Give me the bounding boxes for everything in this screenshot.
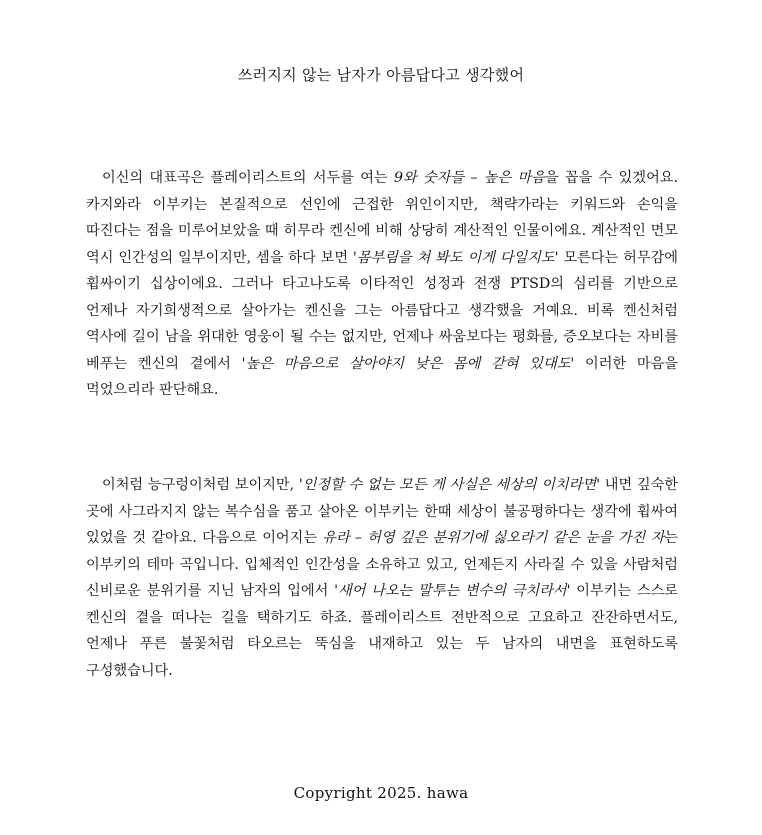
paragraph-2-emphasis-1: 인정할 수 없는 모든 게 사실은 세상의 이치라면: [302, 477, 597, 493]
paragraph-1-text-2: 을 꼽을 수 있겠어요. 카지와라 이부키는 본질적으로 선인에 근접한 위인이지만, 책략가라는 키워드와 손익을 따진다는 점을 미루어보았을 때 히무라 켄신에 비해 상당히 계산적인 인물이에요. 계산적인 면모 역시 인간성의 일부이지만, 셈을 하다 보면 ': [86, 170, 678, 266]
paragraph-2-text-3: 는 이부키의 테마 곡입니다. 입체적인 인간성을 소유하고 있고, 언제든지 사라질 수 있을 사람처럼 신비로운 분위기를 지닌 남자의 입에서 ': [86, 530, 678, 599]
copyright-footer: Copyright 2025. hawa: [293, 784, 469, 802]
paragraph-1-text-3: ' 모른다는 허무감에 휩싸이기 십상이에요. 그러나 타고나도록 이타적인 성정과 전쟁 PTSD의 심리를 기반으로 언제나 자기희생적으로 살아가는 켄신을 그는 아름답다고 생각했을 거예요. 비록 켄신처럼 역사에 길이 남을 위대한 영웅이 될 수는 없지만, 언제나 싸움보다는 평화를, 증오보다는 자비를 베푸는 켄신의 곁에서 ': [86, 249, 678, 372]
paragraph-1-text-4: ' 이러한 마음을 먹었으리라 판단해요.: [86, 355, 678, 398]
paragraph-2-text-2: ' 내면 깊숙한 곳에 사그라지지 않는 복수심을 품고 살아온 이부키는 한때 세상이 불공평하다는 생각에 휩싸여 있었을 것 같아요. 다음으로 이어지는: [86, 477, 679, 546]
paragraph-2-text-4: ' 이부키는 스스로 켄신의 곁을 떠나는 길을 택하기도 하죠. 플레이리스트 전반적으로 고요하고 잔잔하면서도, 언제나 푸른 불꽃처럼 타오르는 뚝심을 내재하고 있는 두 남자의 내면을 표현하도록 구성했습니다.: [86, 583, 679, 679]
paragraph-2: [86, 472, 678, 684]
paragraph-2-emphasis-2: 유라 – 허영 깊은 분위기에 싫오라기 같은 눈을 가진 자: [322, 530, 665, 546]
page-title: 쓰러지지 않는 남자가 아름답다고 생각했어: [237, 66, 525, 84]
paragraph-2-text-1: 이처럼 능구렁이처럼 보이지만, ': [102, 477, 303, 493]
paragraph-1: [86, 165, 678, 404]
paragraph-1-emphasis-1: 9와 숫자들 – 높은 마음: [393, 170, 545, 186]
paragraph-1-emphasis-3: 높은 마음으로 살아야지 낮은 몸에 갇혀 있대도: [245, 355, 571, 372]
paragraph-1-emphasis-2: 몸부림을 쳐 봐도 이게 다일지도: [356, 249, 555, 266]
paragraph-1-text-1: 이신의 대표곡은 플레이리스트의 서두를 여는: [102, 170, 394, 186]
paragraph-2-emphasis-3: 새어 나오는 말투는 변수의 극치라서: [338, 583, 567, 599]
